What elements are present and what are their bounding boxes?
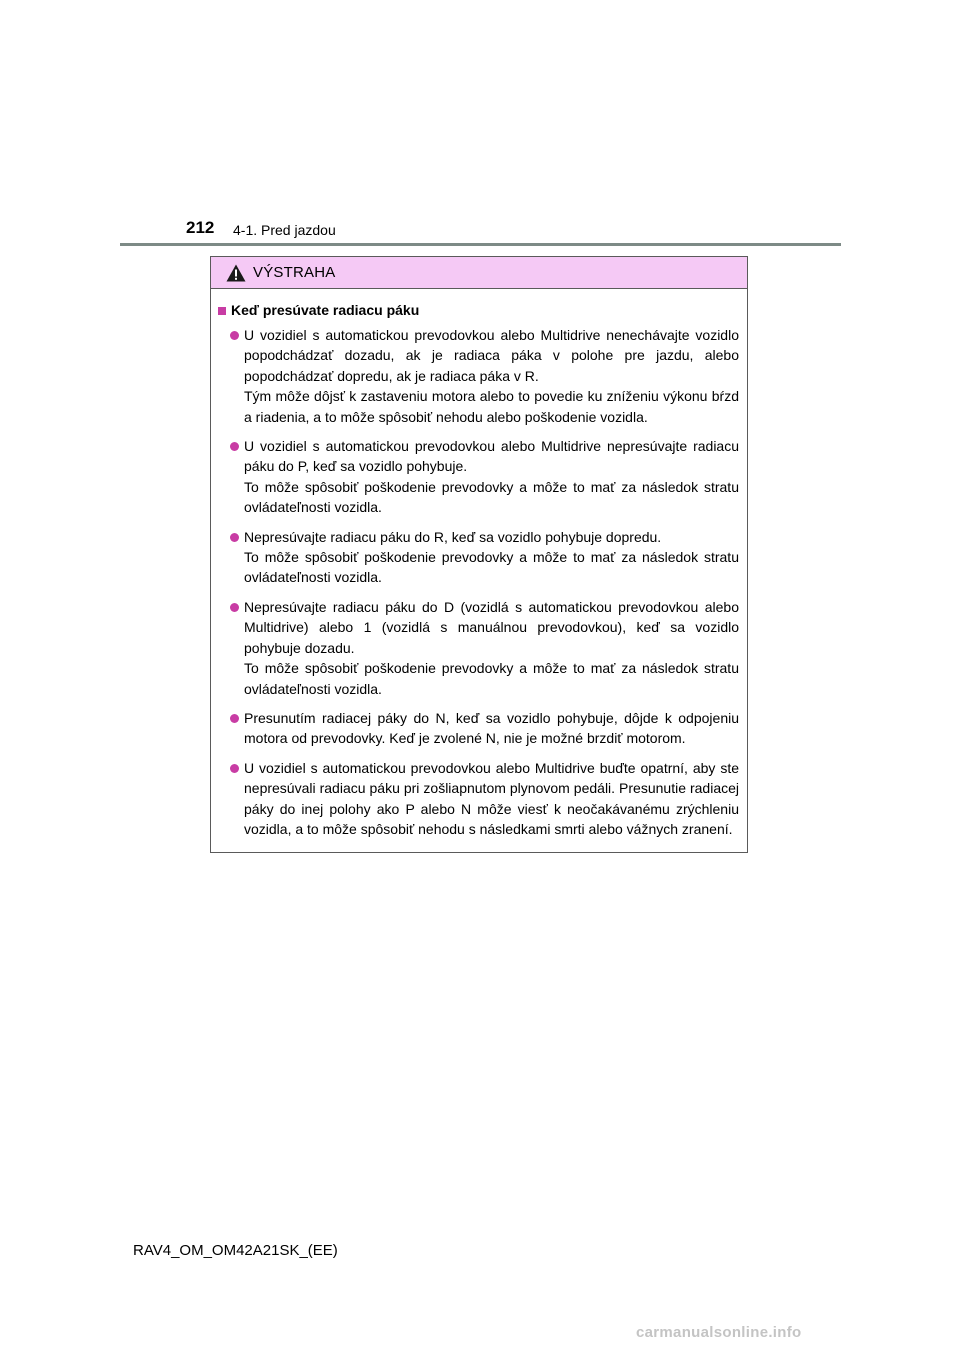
bullet-circle-icon [230,533,239,542]
list-item [218,325,739,427]
warning-subheading [218,300,739,321]
watermark: carmanualsonline.info [636,1324,802,1341]
subheading-text: Keď presúvate radiacu páku [231,302,420,318]
item-paragraph: To môže spôsobiť poškodenie prevodovky a môže to mať za následok stratu ovládateľnosti vozidla. [244,660,739,697]
footer-doc-code: RAV4_OM_OM42A21SK_(EE) [133,1242,338,1259]
header-rule [120,243,841,246]
list-item [218,758,739,840]
warning-list [218,325,739,839]
warning-box [210,256,748,853]
item-paragraph: Nepresúvajte radiacu páku do R, keď sa vozidlo pohybuje dopredu. [244,528,662,545]
square-icon [218,307,226,315]
warning-title: VÝSTRAHA [253,263,336,281]
bullet-circle-icon [230,331,239,340]
section-title: 4-1. Pred jazdou [233,222,336,238]
bullet-circle-icon [230,764,239,773]
list-item [218,527,739,588]
item-paragraph: To môže spôsobiť poškodenie prevodovky a môže to mať za následok stratu ovládateľnosti vozidla. [244,549,739,586]
bullet-circle-icon [230,603,239,612]
bullet-circle-icon [230,442,239,451]
list-item [218,597,739,699]
list-item [218,708,739,749]
item-paragraph: U vozidiel s automatickou prevodovkou alebo Multidrive nenechávajte vozidlo popodchádzať dozadu, ak je radiaca páka v polohe pre jazdu, alebo popodchádzať dopredu, ak je radiaca páka v R. [244,327,739,384]
warning-triangle-icon [226,264,246,282]
page-number: 212 [186,218,215,237]
list-item [218,436,739,518]
warning-header [211,257,747,289]
item-paragraph: Nepresúvajte radiacu páku do D (vozidlá s automatickou prevodovkou alebo Multidrive) alebo 1 (vozidlá s manuálnou prevodovkou), keď sa vozidlo pohybuje dozadu. [244,598,739,656]
item-paragraph: To môže spôsobiť poškodenie prevodovky a môže to mať za následok stratu ovládateľnosti vozidla. [244,478,739,516]
bullet-circle-icon [230,714,239,723]
item-paragraph: U vozidiel s automatickou prevodovkou alebo Multidrive buďte opatrní, aby ste nepresúvali radiacu páku pri zošliapnutom plynovom pedáli. Presunutie radiacej páky do inej polohy ako P alebo N môže viesť k neočakávanému zrýchleniu vozidla, a to môže spôsobiť nehodu s následkami smrti alebo vážnych zranení. [244,759,739,837]
item-paragraph: Presunutím radiacej páky do N, keď sa vozidlo pohybuje, dôjde k odpojeniu motora od prevodovky. Keď je zvolené N, nie je možné brzdiť motorom. [244,709,739,747]
warning-body [211,289,747,839]
item-paragraph: Tým môže dôjsť k zastaveniu motora alebo to povedie ku zníženiu výkonu bŕzd a riadenia, a to môže spôsobiť nehodu alebo poškodenie vozidla. [244,388,739,425]
item-paragraph: U vozidiel s automatickou prevodovkou alebo Multidrive nepresúvajte radiacu páku do P, keď sa vozidlo pohybuje. [244,438,739,475]
